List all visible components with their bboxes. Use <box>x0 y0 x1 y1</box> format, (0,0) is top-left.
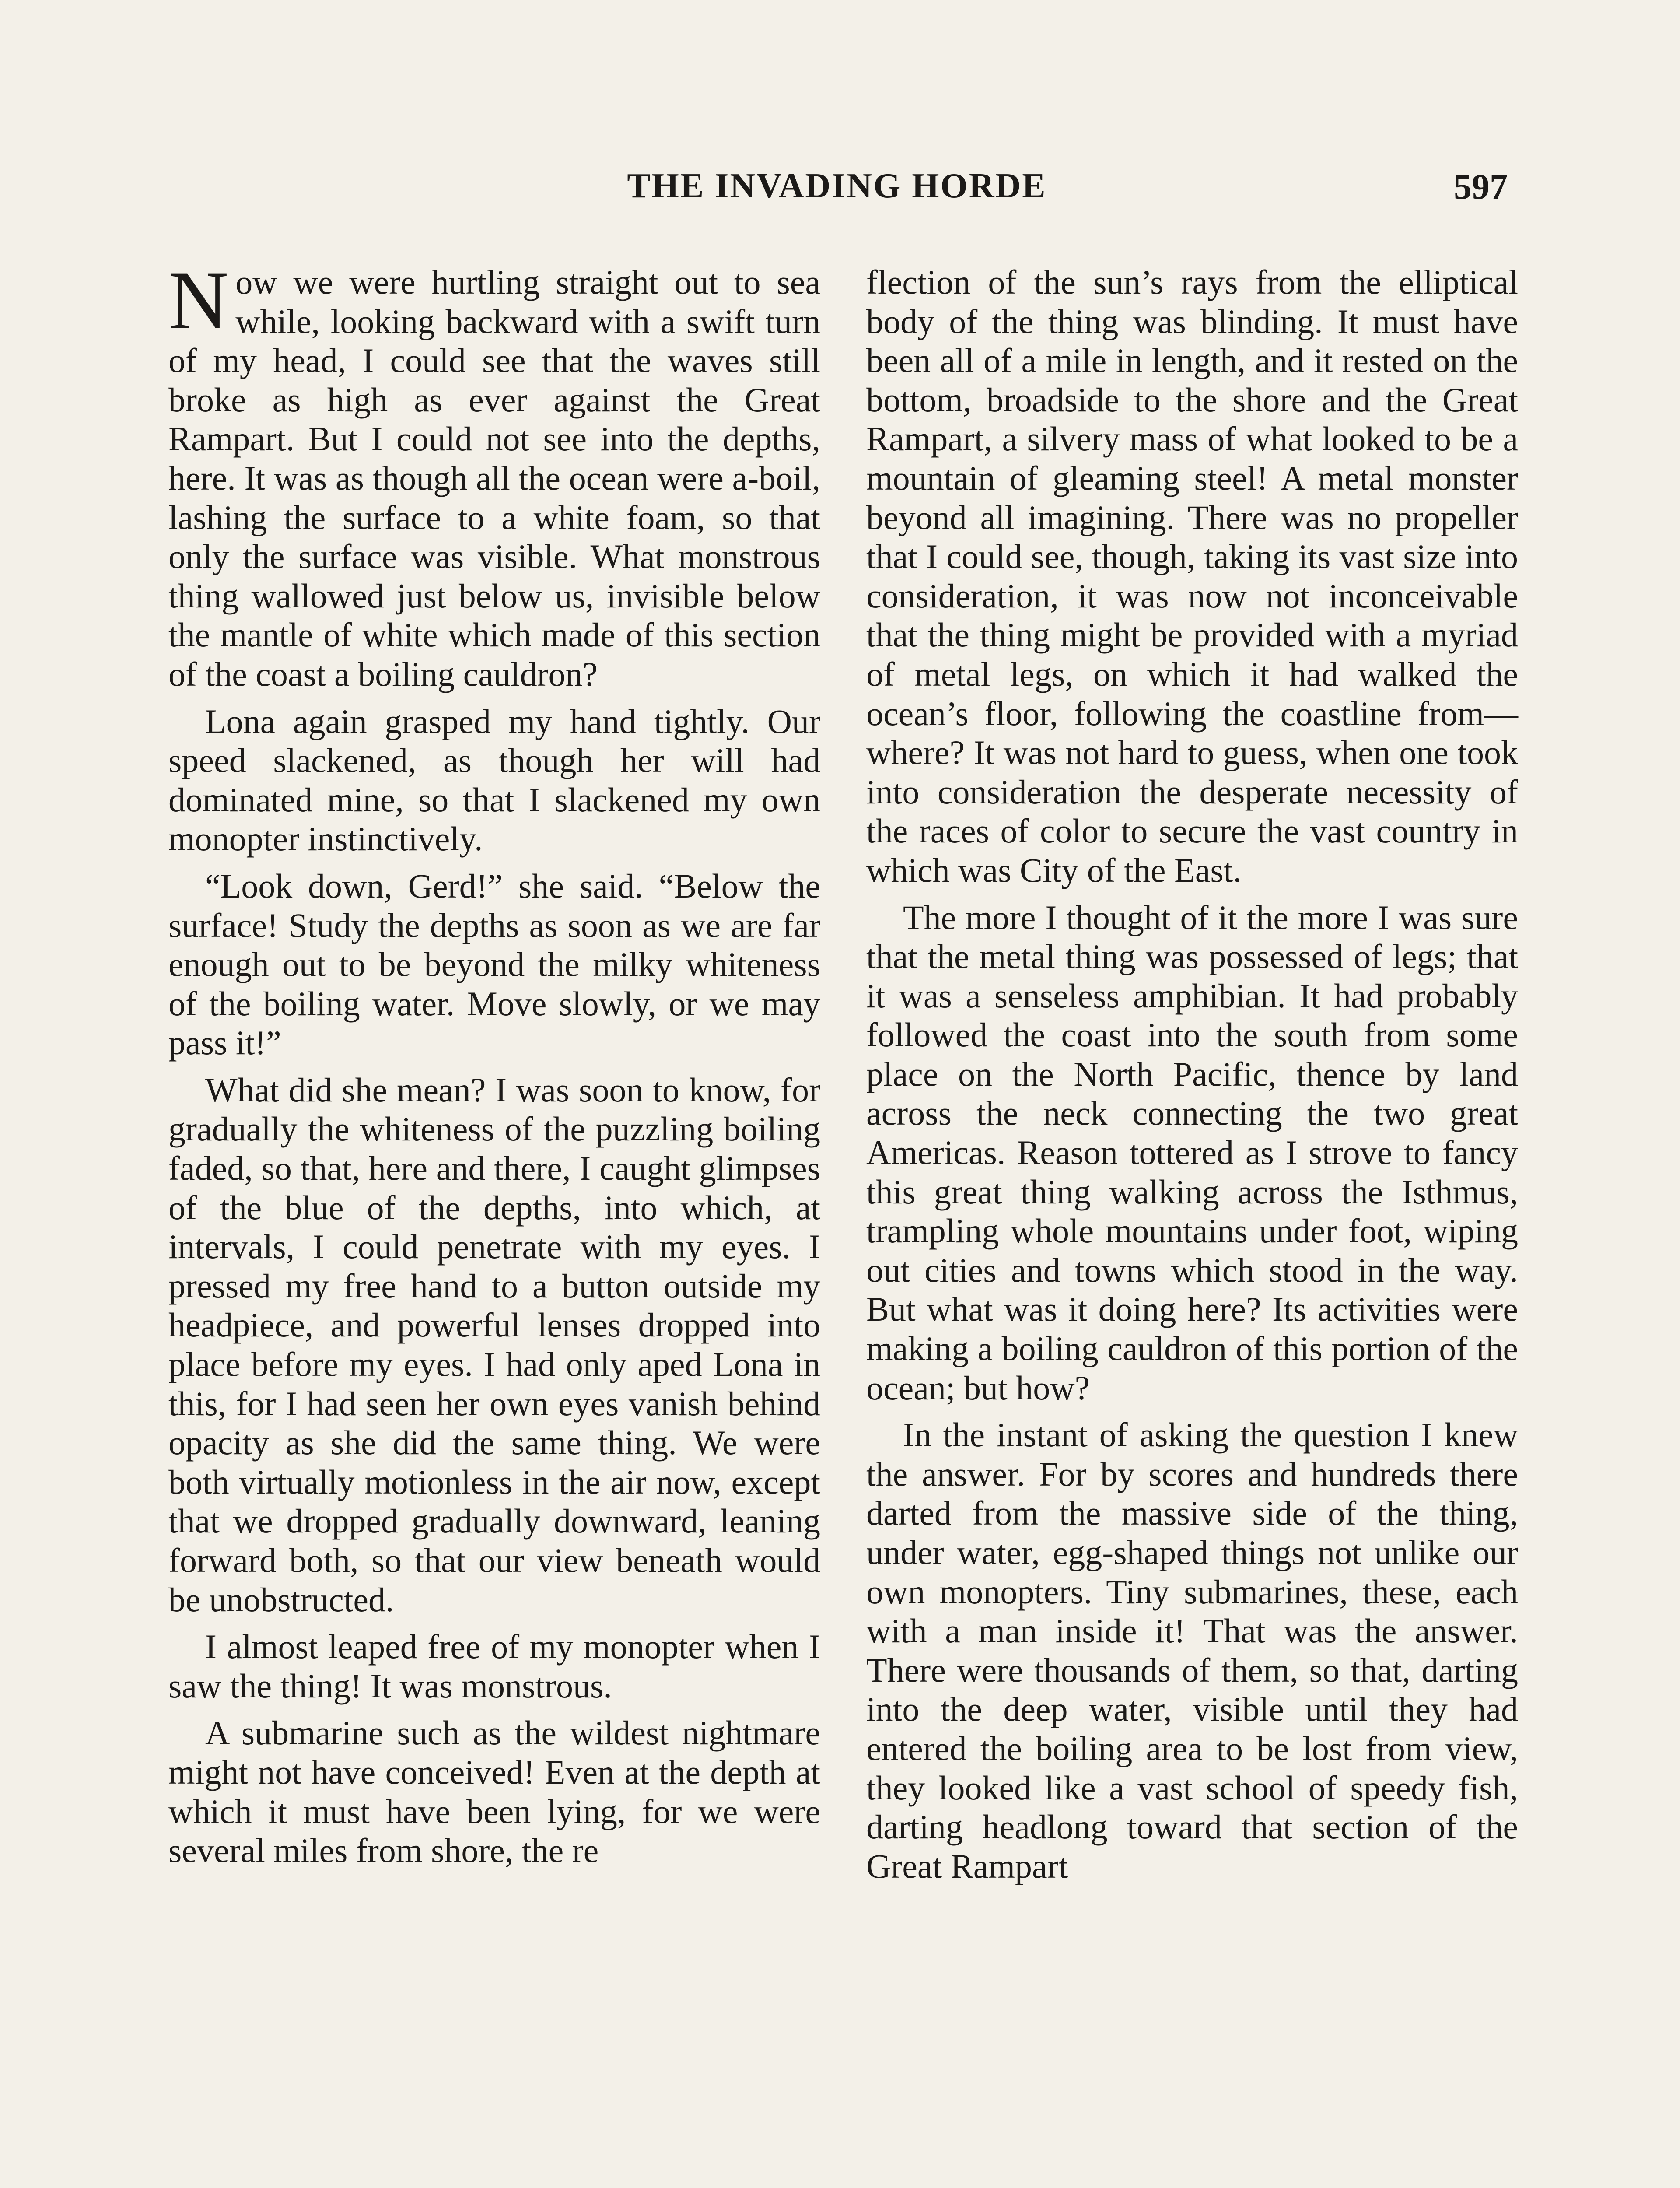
right-column <box>866 263 1518 1893</box>
running-head: THE INVADING HORDE <box>627 167 1047 205</box>
paragraph-text: ow we were hurtling straight out to sea while, looking backward with a swift turn of my head, I could see that the waves still broke as high as ever against the Great Rampart. But I could not see into the depths, here. It was as though all the ocean were a-boil, lashing the surface to a white foam, so that only the surface was visible. What monstrous thing wallowed just below us, invisible below the mantle of white which made of this section of the coast a boiling cauldron? <box>168 263 820 693</box>
paragraph: In the instant of asking the question I knew the answer. For by scores and hundreds there darted from the massive side of the thing, under water, egg-shaped things not unlike our own monopters. Tiny submarines, these, each with a man inside it! That was the answer. There were thousands of them, so that, darting into the deep water, visible until they had entered the boiling area to be lost from view, they looked like a vast school of speedy fish, darting headlong toward that section of the Great Rampart <box>866 1416 1518 1885</box>
paragraph <box>168 255 820 694</box>
page-number: 597 <box>1454 167 1508 207</box>
paragraph: The more I thought of it the more I was sure that the metal thing was possessed of legs; that it was a senseless amphibian. It had probably followed the coast into the south from some place on the North Pacific, thence by land across the neck connecting the two great Americas. Reason tottered as I strove to fancy this great thing walking across the Isthmus, trampling whole mountains under foot, wiping out cities and towns which stood in the way. But what was it doing here? Its activities were making a boiling cauldron of this portion of the ocean; but how? <box>866 898 1518 1407</box>
drop-cap: N <box>168 255 229 347</box>
paragraph: A submarine such as the wildest nightmare might not have conceived! Even at the depth at which it must have been lying, for we were several miles from shore, the re <box>168 1714 820 1870</box>
page-header <box>166 166 1508 214</box>
paragraph: “Look down, Gerd!” she said. “Below the surface! Study the depths as soon as we are far enough out to be beyond the milky whiteness of the boiling water. Move slowly, or we may pass it!” <box>168 866 820 1062</box>
paragraph: I almost leaped free of my monopter when I saw the thing! It was monstrous. <box>168 1627 820 1705</box>
left-column <box>168 255 820 1878</box>
paragraph-continued: flection of the sun’s rays from the elliptical body of the thing was blinding. It must have been all of a mile in length, and it rested on the bottom, broadside to the shore and the Great Rampart, a silvery mass of what looked to be a mountain of gleaming steel! A metal monster beyond all imagining. There was no propeller that I could see, though, taking its vast size into consideration, it was now not inconceivable that the thing might be provided with a myriad of metal legs, on which it had walked the ocean’s floor, following the coastline from—where? It was not hard to guess, when one took into consideration the desperate necessity of the races of color to secure the vast country in which was City of the East. <box>866 263 1518 889</box>
paragraph: What did she mean? I was soon to know, for gradually the whiteness of the puzzling boiling faded, so that, here and there, I caught glimpses of the blue of the depths, into which, at intervals, I could penetrate with my eyes. I pressed my free hand to a button outside my headpiece, and powerful lenses dropped into place before my eyes. I had only aped Lona in this, for I had seen her own eyes vanish behind opacity as she did the same thing. We were both virtually motionless in the air now, except that we dropped gradually downward, leaning forward both, so that our view beneath would be unobstructed. <box>168 1070 820 1619</box>
paragraph: Lona again grasped my hand tightly. Our speed slackened, as though her will had dominated mine, so that I slackened my own monopter instinctively. <box>168 702 820 858</box>
